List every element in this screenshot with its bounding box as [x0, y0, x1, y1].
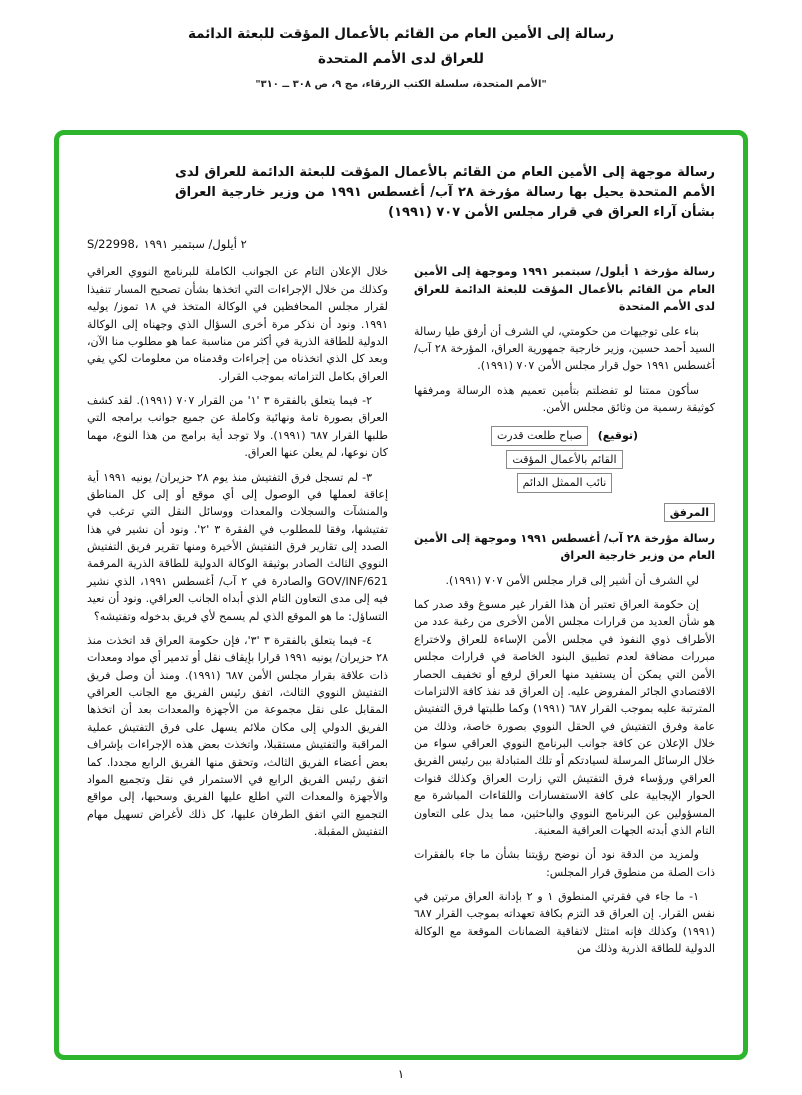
header-source-note: "الأمم المتحدة، سلسلة الكتب الزرقاء، مج ٩، ص ٣٠٨ ــ ٣١٠" [255, 79, 547, 90]
signature-title-1-text: القائم بالأعمال المؤقت [506, 450, 622, 469]
document-date: ٢ أيلول/ سبتمبر ١٩٩١ [143, 237, 247, 252]
signature-line [414, 426, 715, 445]
paragraph: ٤- فيما يتعلق بالفقرة ٣ '٣'، فإن حكومة العراق قد اتخذت منذ ٢٨ حزيران/ يونيه ١٩٩١ قرارا بإيقاف نقل أو تدمير أي مواد ومعدات ذات علاقة بقرار مجلس الأمن ٦٨٧ (١٩٩١). ومنذ أن وصل فريق التفتيش النووي الثالث، اتفق رئيس الفريق مع الجانب العراقي المقابل على نقل مجموعة من الأجهزة والمعدات بعد أن اتخذها الفريق الدولي إلى مكان ملائم يسهل على فرق التفتيش عملية المراقبة والتفتيش مستقبلا، واتخذت بعض هذه الإجراءات بإشراف بعض أعضاء الفريق الثالث، وتحقق منها الفريق الرابع مجددا. كما اتفق رئيس الفريق الرابع في الاستمرار في نقل وتجميع المواد والأجهزة والمعدات التي اطلع عليها الفريق وسحبها، إلى مواقع التجميع التي اتفق الطرفان عليها، كل ذلك لأغراض تسهيل مهام التفتيش المقبلة. [87, 633, 388, 839]
paragraph: ولمزيد من الدقة نود أن نوضح رؤيتنا بشأن ما جاء بالفقرات ذات الصلة من منطوق قرار المجلس: [414, 848, 715, 879]
document-symbol-line [87, 237, 715, 251]
document-symbol: S/22998، [87, 237, 139, 252]
signature-name: صباح طلعت قدرت [491, 426, 588, 445]
column-left [87, 263, 388, 964]
paragraph: ٢- فيما يتعلق بالفقرة ٣ '١' من القرار ٧٠٧ (١٩٩١). لقد كشف العراق بصورة تامة ونهائية وكاملة عن جميع جوانب برامجه التي طلبها القرار ٦٨٧ (١٩٩١). ولا توجد أية برامج من هذا النوع، مهما كان نوعها، لم يعلن عنها العراق. [87, 394, 388, 460]
annex-heading [414, 503, 715, 522]
paragraph: بناء على توجيهات من حكومتي، لي الشرف أن أرفق طيا رسالة السيد أحمد حسين، وزير خارجية جمهورية العراق، المؤرخة ٢٨ آب/ أغسطس ١٩٩١ حول قرار مجلس الأمن ٧٠٧ (١٩٩١). [414, 324, 715, 373]
paragraph: خلال الإعلان التام عن الجوانب الكاملة للبرنامج النووي العراقي وكذلك من خلال الإجراءات التي اتخذها بشأن تصحيح المسار تنفيذا لقرار مجلس المحافظين في الوكالة المتخذ في ١٨ تموز/ يوليه ١٩٩١. ونود أن نذكر مرة أخرى السؤال الذي وجهناه إلى الوكالة الدولية للطاقة الذرية في أكثر من مناسبة عما هو مطلوب منا الآن، وبعد كل الذي اتخذناه من إجراءات وقدمناه من معلومات لكي يفي العراق بكامل التزاماته بموجب القرار. [87, 265, 388, 383]
paragraph: لي الشرف أن أشير إلى قرار مجلس الأمن ٧٠٧ (١٩٩١). [445, 573, 699, 587]
signature-title-2-text: نائب الممثل الدائم [517, 473, 613, 492]
paragraph: ١- ما جاء في فقرتي المنطوق ١ و ٢ بإدانة العراق مرتين في نفس القرار. إن العراق قد التزم بكافة تعهداته بموجب القرار ٦٨٧ (١٩٩١) وكذلك فإنه امتثل لاتفاقية الضمانات الموقعة مع الوكالة الدولية للطاقة الذرية وذلك من [414, 890, 715, 956]
signature-title-1 [414, 450, 715, 469]
page-number: ١ [397, 1067, 405, 1081]
signature-prefix: (توقيع) [597, 429, 639, 443]
header-title-line1: رسالة إلى الأمين العام من القائم بالأعمال المؤقت للبعثة الدائمة [187, 26, 615, 42]
page-header [0, 0, 802, 90]
document-frame [54, 130, 748, 1060]
document-columns [87, 263, 715, 964]
document-title: رسالة موجهة إلى الأمين العام من القائم بالأعمال المؤقت للبعثة الدائمة للعراق لدى الأمم المتحدة يحيل بها رسالة مؤرخة ٢٨ آب/ أغسطس ١٩٩١ من وزير خارجية العراق بشأن آراء العراق في قرار مجلس الأمن ٧٠٧ (١٩٩١) [175, 165, 715, 221]
letter-heading: رسالة مؤرخة ١ أيلول/ سبتمبر ١٩٩١ وموجهة إلى الأمين العام من القائم بالأعمال المؤقت للبعثة الدائمة للعراق لدى الأمم المتحدة [414, 265, 715, 314]
column-right [414, 263, 715, 964]
paragraph: ٣- لم تسجل فرق التفتيش منذ يوم ٢٨ حزيران/ يونيه ١٩٩١ أية إعاقة لعملها في الوصول إلى أي موقع أو إلى كل المناطق والمنشآت والسجلات والمعدات ووسائل النقل التي ترغب في تفتيشها، وفقا للمطلوب في الفقرة ٣ '٢'. ونود أن نشير في هذا الصدد إلى تقارير فرق التفتيش الأخيرة ومنها تقرير فريق التفتيش النووي الثالث الصادر بوثيقة الوكالة الدولية للطاقة الذرية المرقمة GOV/INF/621 والصادرة في ٢ آب/ أغسطس ١٩٩١، الذي نشير فيه إلى مدى التعاون التام الذي أبداه الجانب العراقي. ونود أن نعيد التساؤل: ما هو الموقع الذي لم يسمح لأي فريق بدخوله وتفتيشه؟ [87, 470, 388, 623]
annex-letter-heading: رسالة مؤرخة ٢٨ آب/ أغسطس ١٩٩١ وموجهة إلى الأمين العام من وزير خارجية العراق [414, 531, 715, 563]
paragraph: إن حكومة العراق تعتبر أن هذا القرار غير مسوغ وقد صدر كما هو شأن العديد من قرارات مجلس الأمن الأخرى من رغبة عدد من الأطراف ذوي النفوذ في مجلس الأمن الإساءة للعراق ولاختراع مبررات مضافة لعدم تطبيق البنود الخاصة في قرارات مجلس الأمن التي يمكن أن يستفيد منها العراق لرفع أو تخفيف الحصار الاقتصادي الجائر المفروض عليه. إن العراق قد نفذ كافة الالتزامات المترتبة عليه بموجب القرار ٦٨٧ (١٩٩١) وكما طلبتها فرق التفتيش عامة وفرق التفتيش في الحقل النووي بصورة خاصة، وذلك من خلال الإعلان عن كافة جوانب البرنامج النووي العراقي سواء من خلال الرسائل المرسلة لسيادتكم أو تلك المتبادلة بين رئيس الفريق العراقي ورؤساء فرق التفتيش التي زارت العراق وكذلك قنوات الحوار الإيجابية على كافة الاستفسارات واللقاءات المباشرة مع المسؤولين عن البرنامج النووي والباحثين، مما يدل على التعاون التام الذي أبدته الجهات العراقية المعنية. [414, 598, 715, 837]
signature-title-2 [414, 473, 715, 492]
header-title-line2: للعراق لدى الأمم المتحدة [317, 51, 484, 67]
annex-heading-text: المرفق [664, 503, 715, 522]
paragraph: سأكون ممتنا لو تفضلتم بتأمين تعميم هذه الرسالة ومرفقها كوثيقة رسمية من وثائق مجلس الأمن. [414, 383, 715, 415]
